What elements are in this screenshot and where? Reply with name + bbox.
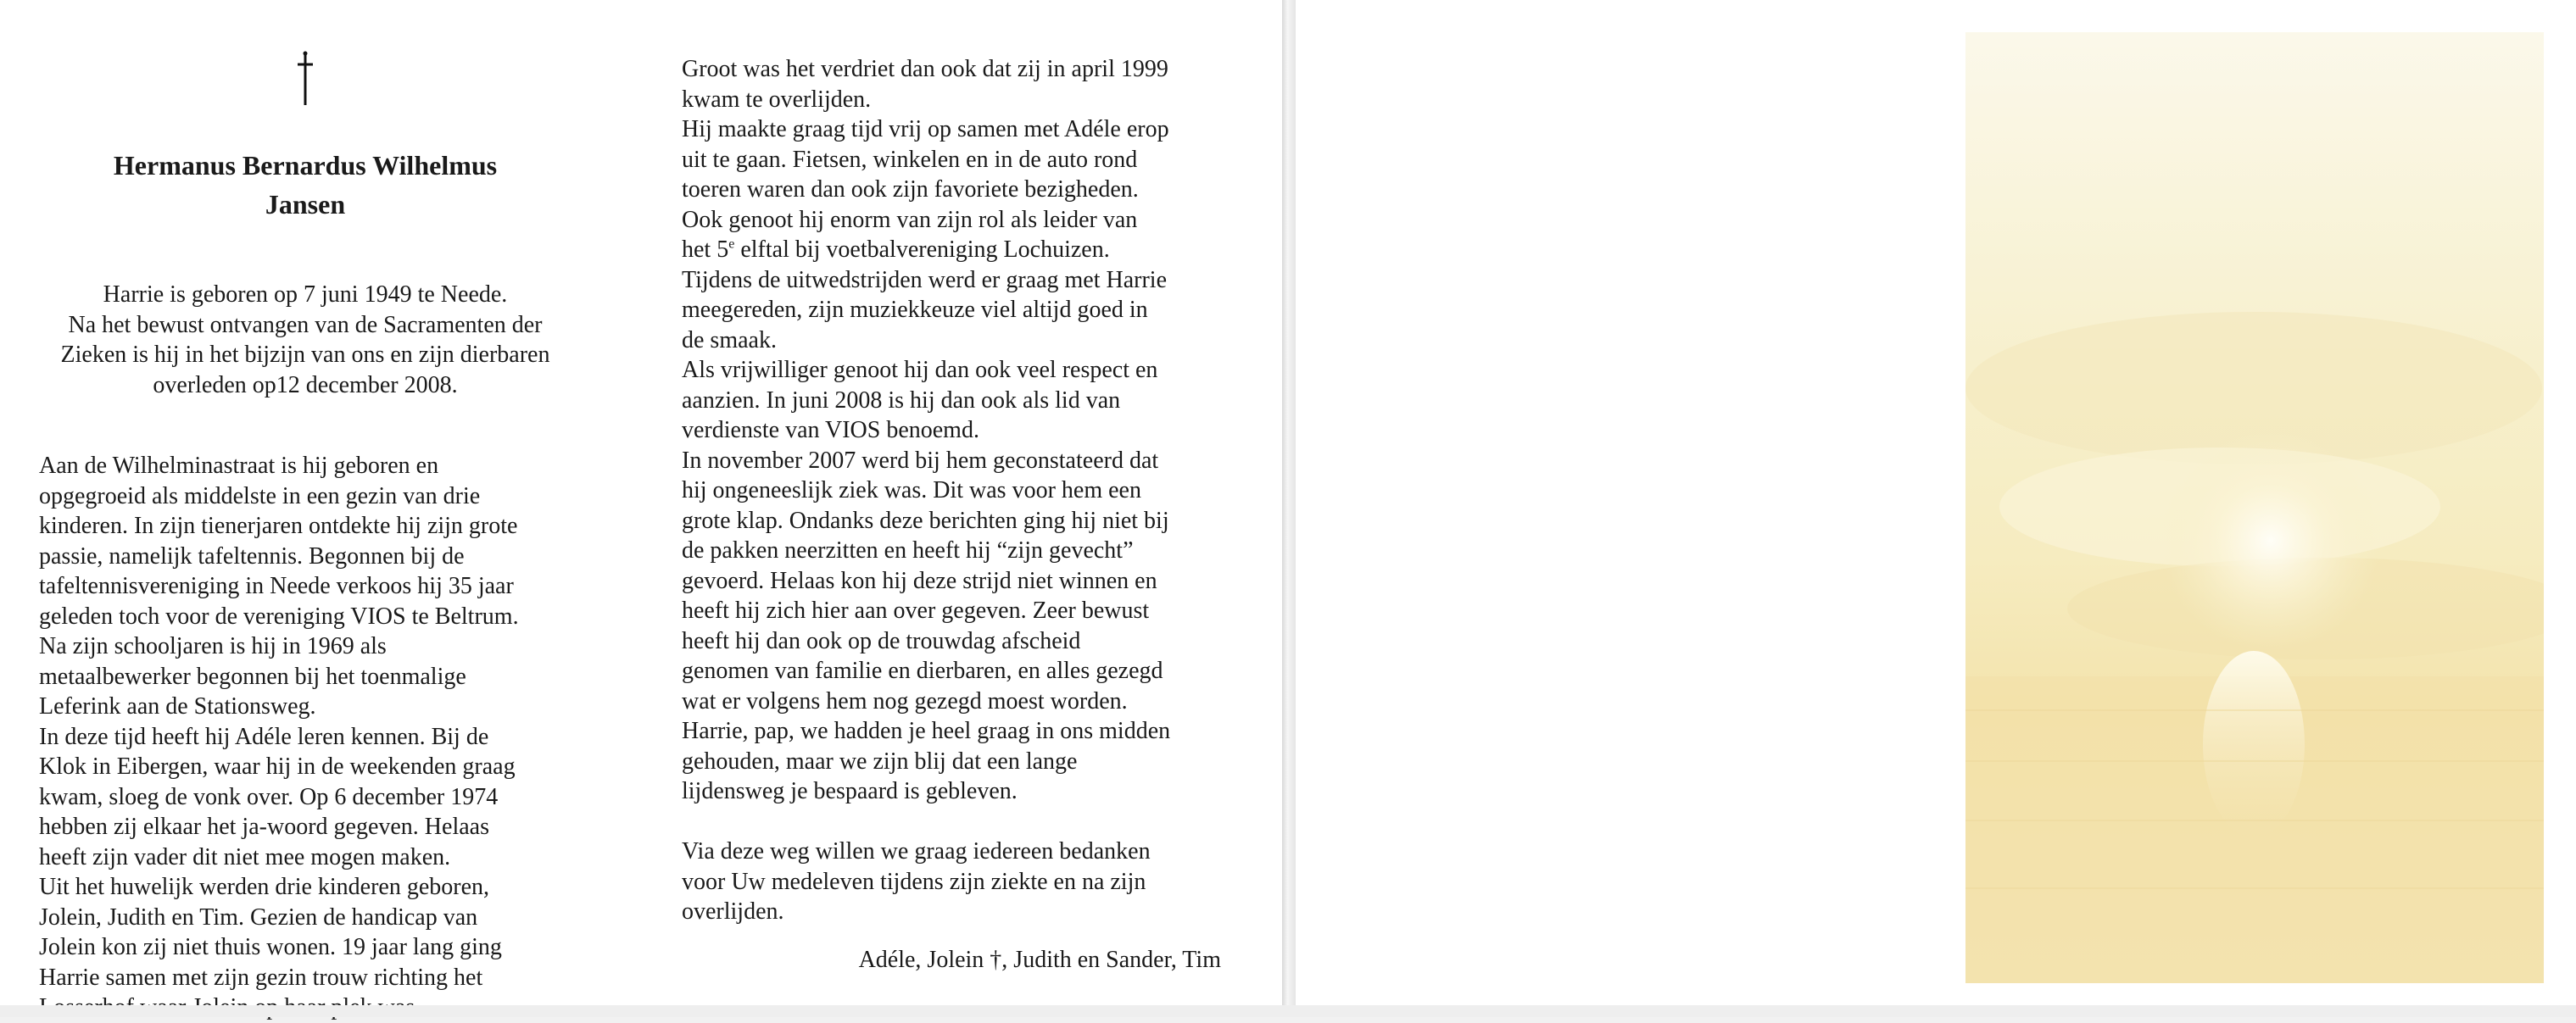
text-line: heeft zijn vader dit niet mee mogen maken. xyxy=(39,843,451,870)
text-line: de smaak. xyxy=(682,326,777,353)
text-line: Ook genoot hij enorm van zijn rol als leider van xyxy=(682,206,1138,233)
text-line: aanzien. In juni 2008 is hij dan ook als lid van xyxy=(682,386,1121,414)
text-line: uit te gaan. Fietsen, winkelen en in de auto rond xyxy=(682,146,1138,173)
text-line: kinderen. In zijn tienerjaren ontdekte hij zijn grote xyxy=(39,513,518,539)
text-line: Na zijn schooljaren is hij in 1969 als xyxy=(39,633,387,659)
text-line: Leferink aan de Stationsweg. xyxy=(39,693,316,720)
text-line: Jolein kon zij niet thuis wonen. 19 jaar lang ging xyxy=(39,934,502,960)
text-line: Als vrijwilliger genoot hij dan ook veel respect en xyxy=(682,357,1158,383)
text-line: Uit het huwelijk werden drie kinderen geboren, xyxy=(39,874,490,900)
text-line: gehouden, maar we zijn blij dat een lange xyxy=(682,748,1078,775)
text-line: Aan de Wilhelminastraat is hij geboren en xyxy=(39,453,439,479)
text-line: lijdensweg je bespaard is gebleven. xyxy=(682,778,1018,804)
text-line: toeren waren dan ook zijn favoriete bezigheden. xyxy=(682,176,1139,203)
text-line: gevoerd. Helaas kon hij deze strijd niet winnen en xyxy=(682,567,1157,594)
text-line: heeft hij dan ook op de trouwdag afscheid xyxy=(682,627,1081,654)
deceased-name xyxy=(51,146,560,224)
team-line-start: het 5 xyxy=(682,236,729,263)
name-line-2: Jansen xyxy=(265,189,346,220)
text-line: Hij maakte graag tijd vrij op samen met Adéle erop xyxy=(682,116,1169,142)
thanks-line: voor Uw medeleven tijdens zijn ziekte en na zijn xyxy=(682,868,1146,895)
text-line: In deze tijd heeft hij Adéle leren kennen. Bij de xyxy=(39,723,489,750)
text-line: verdienste van VIOS benoemd. xyxy=(682,417,979,443)
biography-right-part-b xyxy=(682,265,1267,807)
biography-left-column xyxy=(39,451,624,1023)
text-line: opgegroeid als middelste in een gezin van drie xyxy=(39,482,481,509)
intro-line: overleden op12 december 2008. xyxy=(153,371,458,398)
text-line: heeft hij zich hier aan over gegeven. Zeer bewust xyxy=(682,598,1150,624)
text-line: Tijdens de uitwedstrijden werd er graag met Harrie xyxy=(682,266,1168,293)
paragraph-gap xyxy=(682,807,1267,837)
scan-bottom-edge xyxy=(0,1005,2576,1017)
text-line: tafeltennisvereniging in Neede verkoos hij 35 jaar xyxy=(39,573,514,599)
intro-line: Zieken is hij in het bijzijn van ons en zijn dierbaren xyxy=(60,342,550,368)
text-line-team xyxy=(682,235,1267,265)
text-line: genomen van familie en dierbaren, en alles gezegd xyxy=(682,658,1163,684)
team-line-end: elftal bij voetbalvereniging Lochuizen. xyxy=(734,236,1110,263)
text-line: Harrie samen met zijn gezin trouw richting het xyxy=(39,964,483,991)
card-fold xyxy=(1282,0,1296,1017)
text-line: kwam te overlijden. xyxy=(682,86,872,113)
intro-line: Na het bewust ontvangen van de Sacramenten der xyxy=(68,311,543,338)
text-line: grote klap. Ondanks deze berichten ging hij niet bij xyxy=(682,507,1169,534)
sunset-over-sea-image xyxy=(1965,32,2544,983)
text-line: In november 2007 werd bij hem geconstateerd dat xyxy=(682,447,1159,474)
text-line: geleden toch voor de vereniging VIOS te Beltrum. xyxy=(39,603,519,630)
family-signature: Adéle, Jolein †, Judith en Sander, Tim xyxy=(858,947,1221,973)
text-line: Klok in Eibergen, waar hij in de weekenden graag xyxy=(39,753,516,780)
biography-right-part-a xyxy=(682,54,1267,235)
biography-right-column xyxy=(682,54,1267,927)
text-line: kwam, sloeg de vonk over. Op 6 december 1974 xyxy=(39,783,499,810)
text-line: meegereden, zijn muziekkeuze viel altijd goed in xyxy=(682,297,1148,323)
thanks-paragraph xyxy=(682,837,1267,927)
card-inner-pages xyxy=(0,0,1282,1005)
thanks-line: Via deze weg willen we graag iedereen bedanken xyxy=(682,838,1151,865)
text-line: wat er volgens hem nog gezegd moest worden. xyxy=(682,687,1128,714)
intro-paragraph xyxy=(34,280,577,400)
text-line: metaalbewerker begonnen bij het toenmalige xyxy=(39,663,466,690)
text-line: hij ongeneeslijk ziek was. Dit was voor hem een xyxy=(682,477,1141,503)
text-line: Jolein, Judith en Tim. Gezien de handicap van xyxy=(39,903,478,931)
text-line: Groot was het verdriet dan ook dat zij in april 1999 xyxy=(682,56,1168,82)
intro-line: Harrie is geboren op 7 juni 1949 te Neede. xyxy=(103,281,508,308)
text-line: de pakken neerzitten en heeft hij “zijn gevecht” xyxy=(682,537,1134,564)
text-line: hebben zij elkaar het ja-woord gegeven. Helaas xyxy=(39,814,489,840)
text-line: Harrie, pap, we hadden je heel graag in ons midden xyxy=(682,718,1171,744)
thanks-line: overlijden. xyxy=(682,898,784,925)
text-line: passie, namelijk tafeltennis. Begonnen bij de xyxy=(39,542,465,570)
cross-icon xyxy=(293,49,318,108)
name-line-1: Hermanus Bernardus Wilhelmus xyxy=(113,150,498,181)
ordinal-suffix: e xyxy=(728,236,735,252)
